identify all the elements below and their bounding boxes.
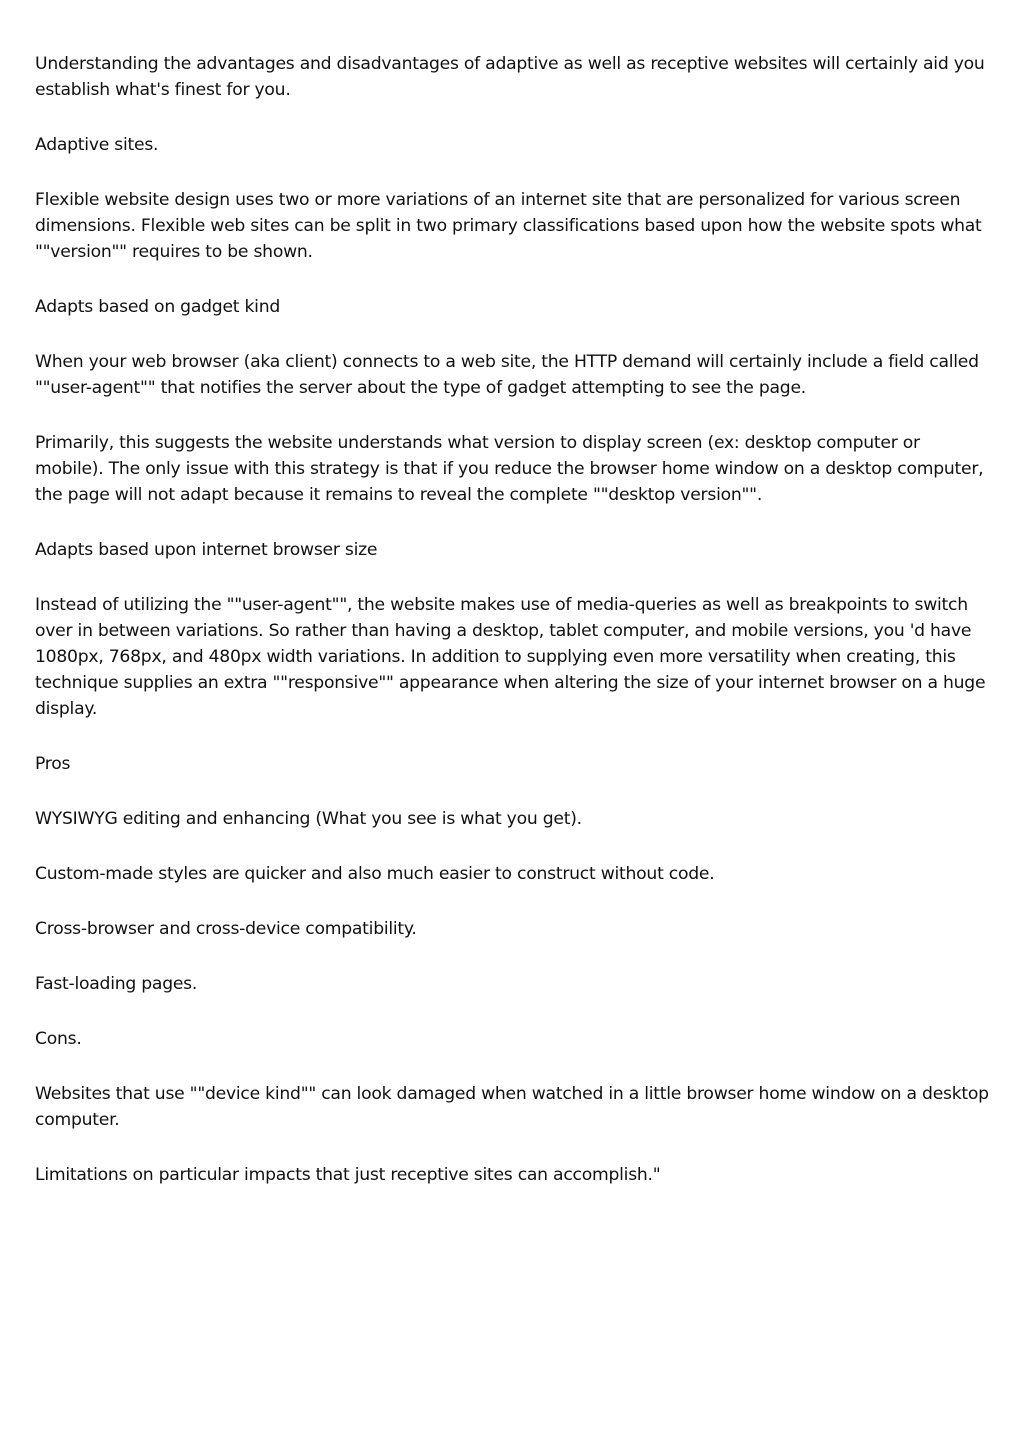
paragraph-cons-heading: Cons. — [35, 1029, 82, 1049]
paragraph-user-agent: When your web browser (aka client) connects to a web site, the HTTP demand will certainly include a field called ""user-agent"" that notifies the server about the type of gadget attempting to see the page. — [35, 352, 979, 398]
paragraph-con-device-kind: Websites that use ""device kind"" can look damaged when watched in a little browser home window on a desktop computer. — [35, 1084, 989, 1130]
paragraph-media-queries: Instead of utilizing the ""user-agent"", the website makes use of media-queries as well as breakpoints to switch over in between variations. So rather than having a desktop, tablet computer, and mobile versions, you 'd have 1080px, 768px, and 480px width variations. In addition to supplying even more versatility when creating, this technique supplies an extra ""responsive"" appearance when altering the size of your internet browser on a huge display. — [35, 595, 986, 719]
paragraph-gadget-kind: Adapts based on gadget kind — [35, 297, 281, 317]
paragraph-intro: Understanding the advantages and disadvantages of adaptive as well as receptive websites will certainly aid you establish what's finest for you. — [35, 54, 985, 100]
document-body — [35, 51, 990, 1217]
paragraph-pros-heading: Pros — [35, 754, 71, 774]
paragraph-browser-size: Adapts based upon internet browser size — [35, 540, 378, 560]
paragraph-pro-wysiwyg: WYSIWYG editing and enhancing (What you see is what you get). — [35, 809, 582, 829]
paragraph-pro-compatibility: Cross-browser and cross-device compatibility. — [35, 919, 417, 939]
paragraph-flexible-design: Flexible website design uses two or more variations of an internet site that are personalized for various screen dimensions. Flexible web sites can be split in two primary classifications based upon how the website spots what ""version"" requires to be shown. — [35, 190, 982, 262]
paragraph-version-display: Primarily, this suggests the website understands what version to display screen (ex: desktop computer or mobile). The only issue with this strategy is that if you reduce the browser home window on a desktop computer, the page will not adapt because it remains to reveal the complete ""desktop version"". — [35, 433, 984, 505]
paragraph-pro-custom-styles: Custom-made styles are quicker and also much easier to construct without code. — [35, 864, 715, 884]
paragraph-con-limitations: Limitations on particular impacts that just receptive sites can accomplish." — [35, 1165, 661, 1185]
paragraph-adaptive-sites: Adaptive sites. — [35, 135, 159, 155]
paragraph-pro-fast-loading: Fast-loading pages. — [35, 974, 198, 994]
